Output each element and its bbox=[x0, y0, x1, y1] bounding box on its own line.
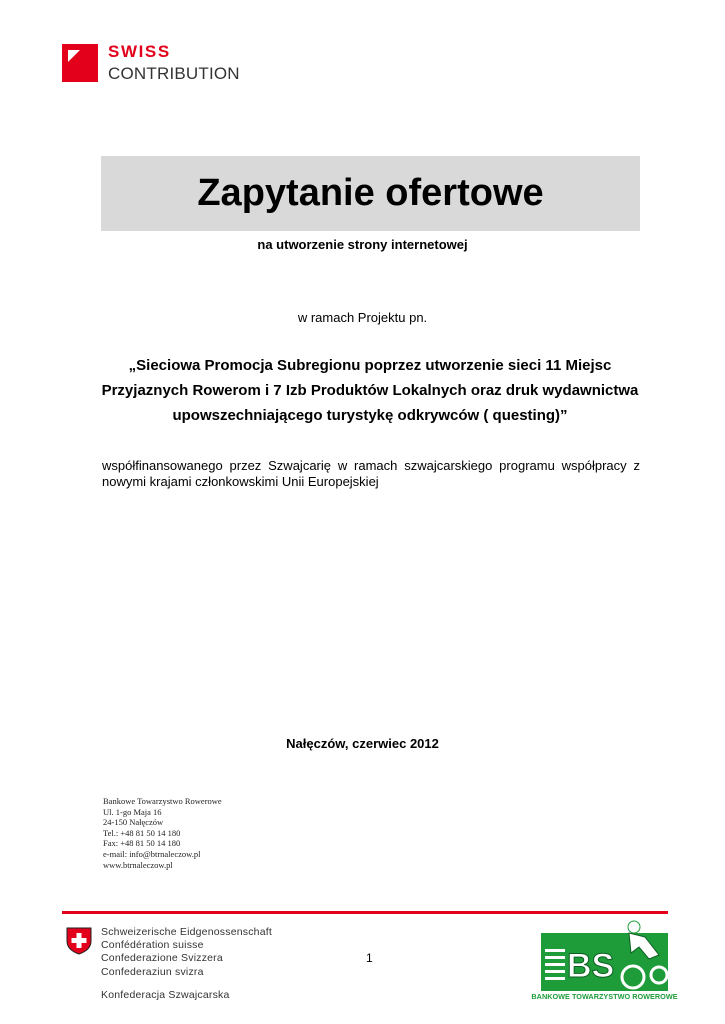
confederation-name-it: Confederazione Svizzera bbox=[101, 952, 223, 965]
svg-text:BANKOWE TOWARZYSTWO ROWEROWE: BANKOWE TOWARZYSTWO ROWEROWE bbox=[531, 992, 678, 1001]
footer-divider bbox=[62, 911, 668, 914]
document-title: Zapytanie ofertowe bbox=[197, 172, 544, 214]
svg-text:BS: BS bbox=[567, 947, 615, 985]
cofinancing-statement: współfinansowanego przez Szwajcarię w ramach szwajcarskiego programu współpracy z nowymi krajami członkowskimi Unii Europejskiej bbox=[102, 458, 640, 489]
swiss-coat-of-arms-icon bbox=[66, 927, 92, 955]
swiss-contribution-mark-icon bbox=[62, 44, 98, 82]
address-line: www.btrnaleczow.pl bbox=[103, 859, 173, 870]
address-line: 24-150 Nałęczów bbox=[103, 817, 164, 828]
organization-address bbox=[103, 796, 222, 870]
confederation-name-pl: Konfederacja Szwajcarska bbox=[101, 989, 230, 1001]
logo-line-1: SWISS bbox=[108, 42, 171, 61]
title-banner bbox=[101, 156, 640, 231]
swiss-contribution-logo bbox=[62, 44, 262, 84]
address-line: Bankowe Towarzystwo Rowerowe bbox=[103, 796, 222, 806]
address-line: Ul. 1-go Maja 16 bbox=[103, 806, 162, 817]
project-title: „Sieciowa Promocja Subregionu poprzez utworzenie sieci 11 Miejsc Przyjaznych Rowerom i 7 Izb Produktów Lokalnych oraz druk wydawnictwa upowszechniającego turystykę odkrywców ( questing)” bbox=[101, 357, 639, 424]
swiss-confederation-names bbox=[101, 926, 272, 979]
page-number: 1 bbox=[366, 951, 373, 965]
document-subtitle: na utworzenie strony internetowej bbox=[257, 237, 468, 252]
confederation-name-rm: Confederaziun svizra bbox=[101, 965, 204, 978]
logo-line-2: CONTRIBUTION bbox=[108, 64, 240, 83]
address-line: Tel.: +48 81 50 14 180 bbox=[103, 827, 181, 838]
confederation-name-de: Schweizerische Eidgenossenschaft bbox=[101, 926, 272, 938]
bankowe-towarzystwo-rowerowe-logo bbox=[531, 925, 678, 1001]
project-intro: w ramach Projektu pn. bbox=[297, 310, 428, 325]
address-line: Fax: +48 81 50 14 180 bbox=[103, 838, 181, 849]
confederation-name-fr: Confédération suisse bbox=[101, 939, 204, 952]
address-line: e-mail: info@btrnaleczow.pl bbox=[103, 848, 201, 859]
place-and-date: Nałęczów, czerwiec 2012 bbox=[286, 736, 439, 751]
